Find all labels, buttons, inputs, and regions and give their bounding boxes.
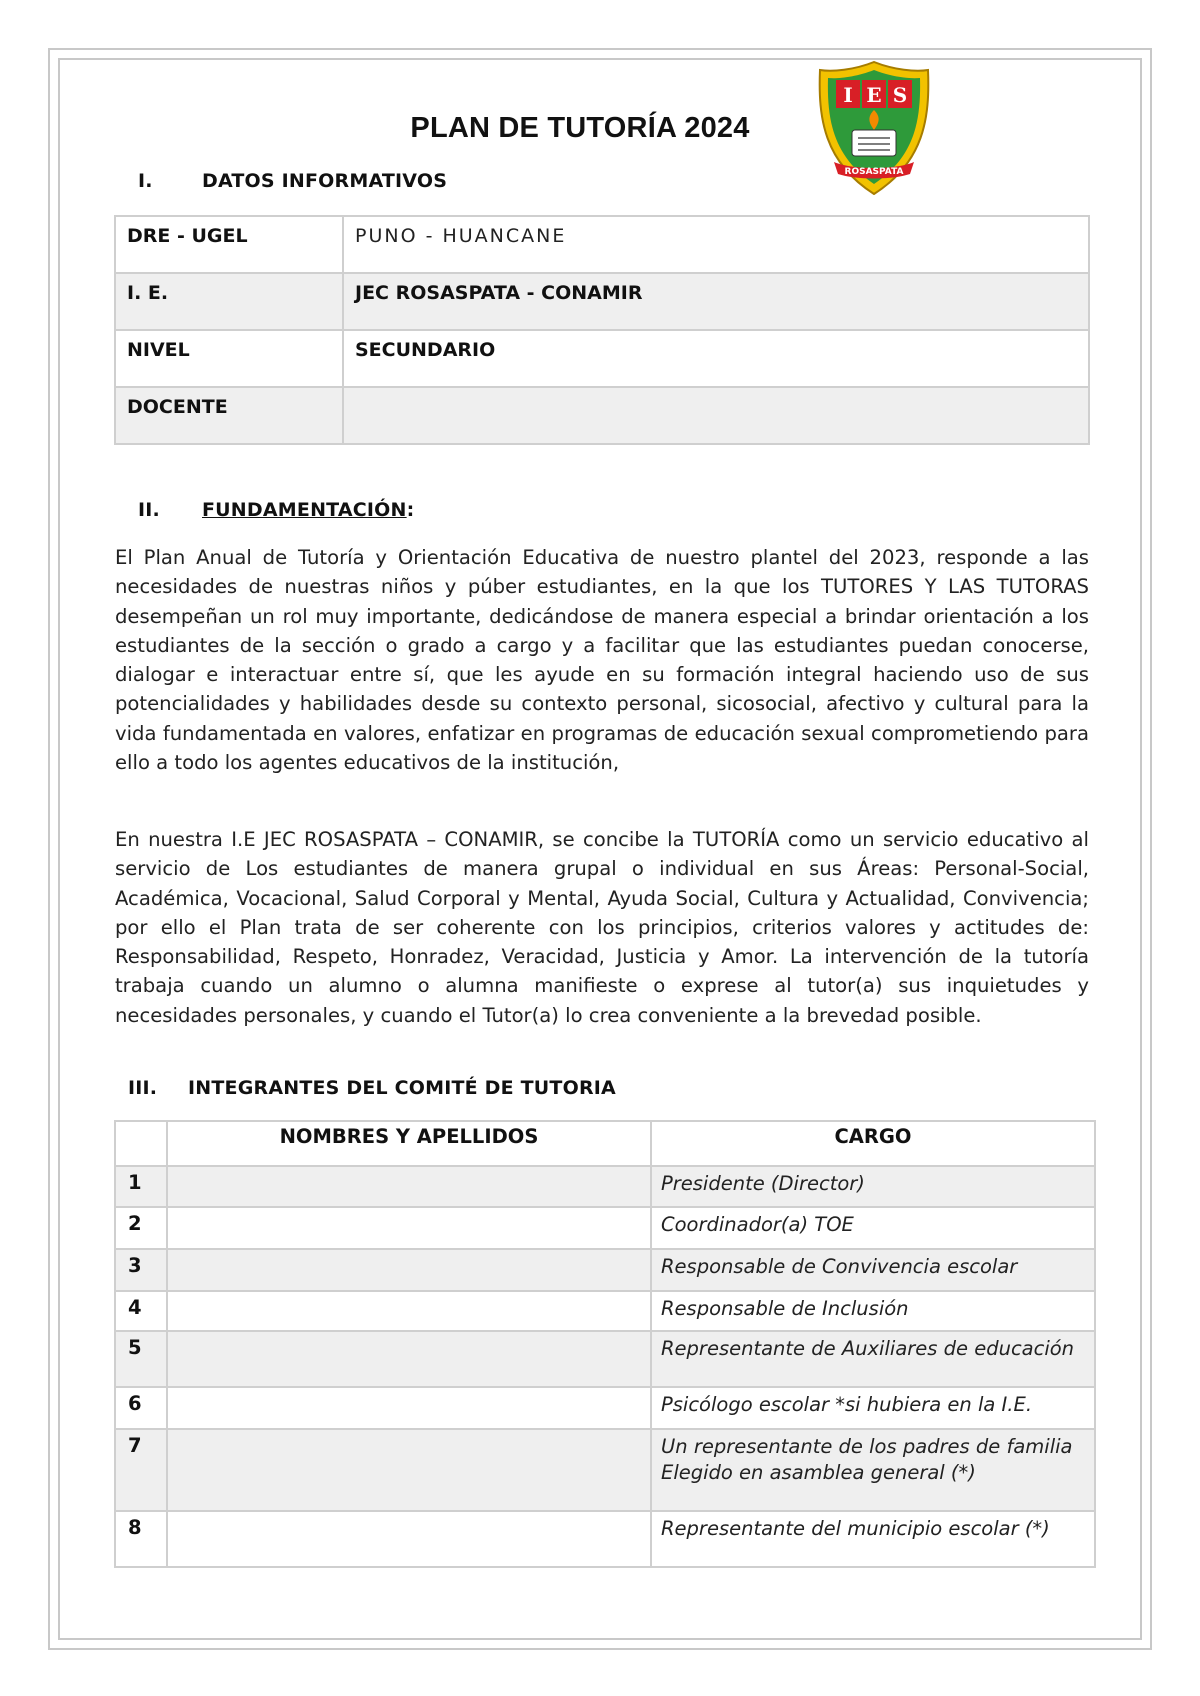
info-label: I. E. — [115, 273, 343, 330]
row-role: Coordinador(a) TOE — [651, 1207, 1095, 1249]
info-label: DRE - UGEL — [115, 216, 343, 273]
info-row-dre-ugel — [115, 216, 1089, 273]
table-row — [115, 1331, 1095, 1387]
row-role: Representante de Auxiliares de educación — [651, 1331, 1095, 1387]
committee-table — [114, 1120, 1096, 1568]
info-label: DOCENTE — [115, 387, 343, 444]
section-title: FUNDAMENTACIÓN — [202, 499, 407, 521]
row-number: 5 — [115, 1331, 167, 1387]
column-header-number — [115, 1121, 167, 1166]
table-row — [115, 1387, 1095, 1429]
row-role: Un representante de los padres de familia Elegido en asamblea general (*) — [651, 1429, 1095, 1511]
row-name — [167, 1429, 651, 1511]
section-number: II. — [138, 499, 160, 521]
table-row — [115, 1511, 1095, 1567]
row-number: 3 — [115, 1249, 167, 1291]
table-row — [115, 1207, 1095, 1249]
section-number: III. — [128, 1077, 158, 1099]
school-seal-logo — [812, 58, 936, 198]
row-name — [167, 1166, 651, 1207]
svg-text:I: I — [843, 83, 853, 107]
row-number: 4 — [115, 1291, 167, 1331]
paragraph-2: En nuestra I.E JEC ROSASPATA – CONAMIR, se concibe la TUTORÍA como un servicio educativo al servicio de Los estudiantes de manera grupal o individual en sus Áreas: Personal-Social, Académica, Vocacional, Salud Corporal y Mental, Ayuda Social, Cultura y Actualidad, Convivencia; por ello el Plan trata de ser coherente con los principios, criterios valores y actitudes de: Responsabilidad, Respeto, Honradez, Veracidad, Justicia y Amor. La intervención de la tutoría trabaja cuando un alumno o alumna manifieste o exprese al tutor(a) sus inquietudes y necesidades personales, y cuando el Tutor(a) lo crea conveniente a la brevedad posible. — [115, 828, 1089, 1027]
row-name — [167, 1511, 651, 1567]
section-colon: : — [406, 499, 415, 521]
table-row — [115, 1429, 1095, 1511]
row-number: 7 — [115, 1429, 167, 1511]
row-name — [167, 1291, 651, 1331]
info-value: PUNO - HUANCANE — [343, 216, 1089, 273]
column-header-names: NOMBRES Y APELLIDOS — [167, 1121, 651, 1166]
info-value — [343, 387, 1089, 444]
table-row — [115, 1249, 1095, 1291]
section-title: DATOS INFORMATIVOS — [202, 170, 448, 192]
row-role: Representante del municipio escolar (*) — [651, 1511, 1095, 1567]
row-name — [167, 1331, 651, 1387]
section-heading-datos — [138, 170, 447, 192]
section-heading-fundamentacion — [138, 499, 414, 521]
info-value: SECUNDARIO — [343, 330, 1089, 387]
document-title: PLAN DE TUTORÍA 2024 — [410, 112, 750, 144]
table-row — [115, 1166, 1095, 1207]
row-role: Responsable de Convivencia escolar — [651, 1249, 1095, 1291]
row-role: Responsable de Inclusión — [651, 1291, 1095, 1331]
table-row — [115, 1291, 1095, 1331]
svg-text:S: S — [892, 83, 908, 107]
row-number: 2 — [115, 1207, 167, 1249]
row-name — [167, 1249, 651, 1291]
row-name — [167, 1207, 651, 1249]
info-value: JEC ROSASPATA - CONAMIR — [343, 273, 1089, 330]
row-number: 6 — [115, 1387, 167, 1429]
row-number: 8 — [115, 1511, 167, 1567]
info-row-docente — [115, 387, 1089, 444]
section-heading-integrantes — [128, 1077, 616, 1099]
row-role: Presidente (Director) — [651, 1166, 1095, 1207]
info-table — [114, 215, 1090, 445]
row-name — [167, 1387, 651, 1429]
info-label: NIVEL — [115, 330, 343, 387]
info-row-nivel — [115, 330, 1089, 387]
section-number: I. — [138, 170, 153, 192]
info-row-ie — [115, 273, 1089, 330]
section-title: INTEGRANTES DEL COMITÉ DE TUTORIA — [188, 1077, 616, 1099]
row-role: Psicólogo escolar *si hubiera en la I.E. — [651, 1387, 1095, 1429]
row-number: 1 — [115, 1166, 167, 1207]
committee-header-row — [115, 1121, 1095, 1166]
svg-text:ROSASPATA: ROSASPATA — [844, 167, 904, 177]
svg-text:E: E — [866, 83, 882, 107]
column-header-role: CARGO — [651, 1121, 1095, 1166]
paragraph-1: El Plan Anual de Tutoría y Orientación Educativa de nuestro plantel del 2023, responde a las necesidades de nuestras niños y púber estudiantes, en la que los TUTORES Y LAS TUTORAS desempeñan un rol muy importante, dedicándose de manera especial a brindar orientación a los estudiantes de la sección o grado a cargo y a facilitar que las estudiantes puedan conocerse, dialogar e interactuar entre sí, que les ayude en su formación integral haciendo uso de sus potencialidades y habilidades desde su contexto personal, sicosocial, afectivo y cultural para la vida fundamentada en valores, enfatizar en programas de educación sexual comprometiendo para ello a todo los agentes educativos de la institución, — [115, 546, 1089, 775]
